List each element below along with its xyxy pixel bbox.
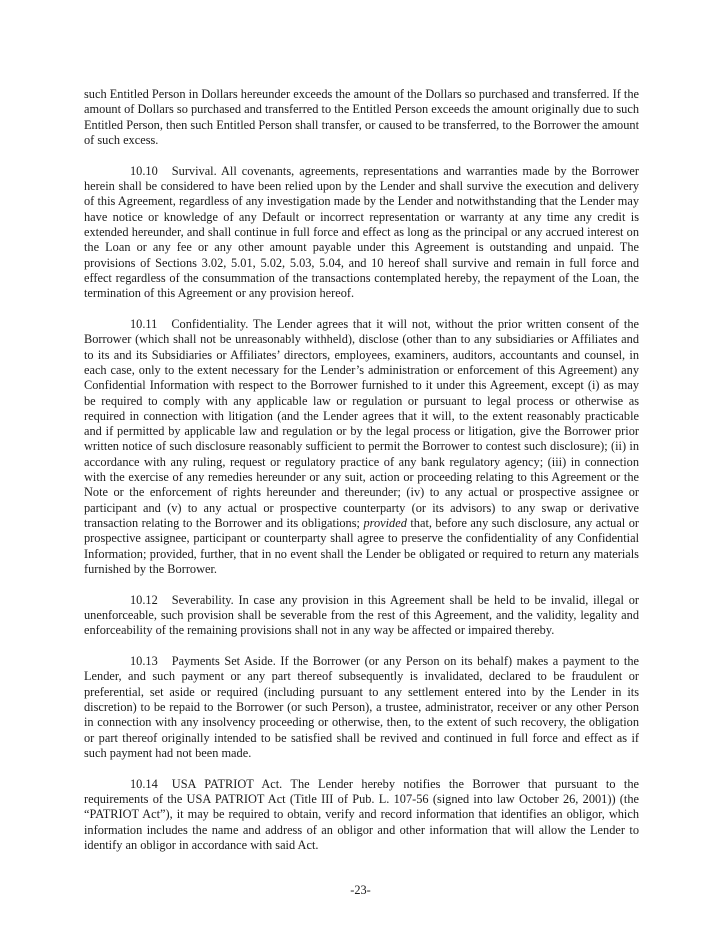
section-number: 10.11 [130, 317, 158, 332]
section-text: Payments Set Aside. If the Borrower (or any Person on its behalf) makes a payment to the Lender, and such payment or any part thereof subsequently is invalidated, declared to be fraudulent or preferential, set aside or required (including pursuant to any settlement entered into by the Lender in its discretion) to be repaid to the Borrower (or such Person), a trustee, administrator, receiver or any other Person in connection with any insolvency proceeding or otherwise, then, to the extent of such recovery, the obligation or part thereof originally intended to be satisfied shall be revived and continued in full force and effect as if such payment had not been made. [84, 654, 639, 760]
section-10-11 [84, 317, 639, 577]
section-text: Severability. In case any provision in this Agreement shall be held to be invalid, illegal or unenforceable, such provision shall be severable from the rest of this Agreement, and the validity, legality and enforceability of the remaining provisions shall not in any way be affected or impaired thereby. [84, 592, 639, 638]
section-10-12 [84, 593, 639, 639]
section-number: 10.12 [130, 592, 158, 607]
section-number: 10.13 [130, 654, 158, 669]
section-text: USA PATRIOT Act. The Lender hereby notifies the Borrower that pursuant to the requirements of the USA PATRIOT Act (Title III of Pub. L. 107-56 (signed into law October 26, 2001)) (the “PATRIOT Act”), it may be required to obtain, verify and record information that identifies an obligor, which information includes the name and address of an obligor and other information that will allow the Lender to identify an obligor in accordance with said Act. [84, 776, 639, 853]
document-page [84, 87, 639, 869]
section-text: Confidentiality. The Lender agrees that it will not, without the prior written consent of the Borrower (which shall not be unreasonably withheld), disclose (other than to any subsidiaries or Affiliates and to its and its Subsidiaries or Affiliates’ directors, employees, examiners, auditors, accountants and counsel, in each case, only to the extent necessary for the Lender’s administration or enforcement of this Agreement) any Confidential Information with respect to the Borrower furnished to it under this Agreement, except (i) as may be required to comply with any applicable law or regulation or pursuant to legal process or otherwise as required in connection with litigation (and the Lender agrees that it will, to the extent reasonably practicable and if permitted by applicable law and regulation or by the legal process or litigation, give the Borrower prior written notice of such disclosure reasonably sufficient to permit the Borrower to contest such disclosure); (ii) in accordance with any ruling, request or regulatory practice of any bank regulatory agency; (iii) in connection with the exercise of any remedies hereunder or any suit, action or proceeding relating to this Agreement or the Note or the enforcement of rights hereunder and thereunder; (iv) to any actual or prospective assignee or participant and (v) to any actual or prospective counterparty (or its advisors) to any swap or derivative transaction relating to the Borrower and its obligations; [84, 317, 639, 530]
section-number: 10.14 [130, 776, 158, 791]
section-10-14 [84, 777, 639, 853]
section-10-13 [84, 654, 639, 761]
page-number: -23- [350, 883, 371, 897]
section-text-continued: that, before any such disclosure, any actual or prospective assignee, participant or counterparty shall agree to preserve the confidentiality of any Confidential Information; provided, further, that in no event shall the Lender be obligated or required to return any materials furnished by the Borrower. [84, 515, 639, 576]
section-number: 10.10 [130, 163, 158, 178]
section-text: Survival. All covenants, agreements, representations and warranties made by the Borrower herein shall be considered to have been relied upon by the Lender and shall survive the execution and delivery of this Agreement, regardless of any investigation made by the Lender and notwithstanding that the Lender may have notice or knowledge of any Default or incorrect representation or warranty at any time any credit is extended hereunder, and shall continue in full force and effect as long as the principal or any accrued interest on the Loan or any fee or any other amount payable under this Agreement is outstanding and unpaid. The provisions of Sections 3.02, 5.01, 5.02, 5.03, 5.04, and 10 hereof shall survive and remain in full force and effect regardless of the consummation of the transactions contemplated hereby, the repayment of the Loan, the termination of this Agreement or any provision hereof. [84, 163, 639, 301]
section-10-10 [84, 164, 639, 302]
italic-provided: provided [363, 515, 407, 530]
continuation-paragraph: such Entitled Person in Dollars hereunder exceeds the amount of the Dollars so purchased and transferred. If the amount of Dollars so purchased and transferred to the Entitled Person exceeds the amount originally due to such Entitled Person, then such Entitled Person shall transfer, or caused to be transferred, to the Borrower the amount of such excess. [84, 87, 639, 147]
